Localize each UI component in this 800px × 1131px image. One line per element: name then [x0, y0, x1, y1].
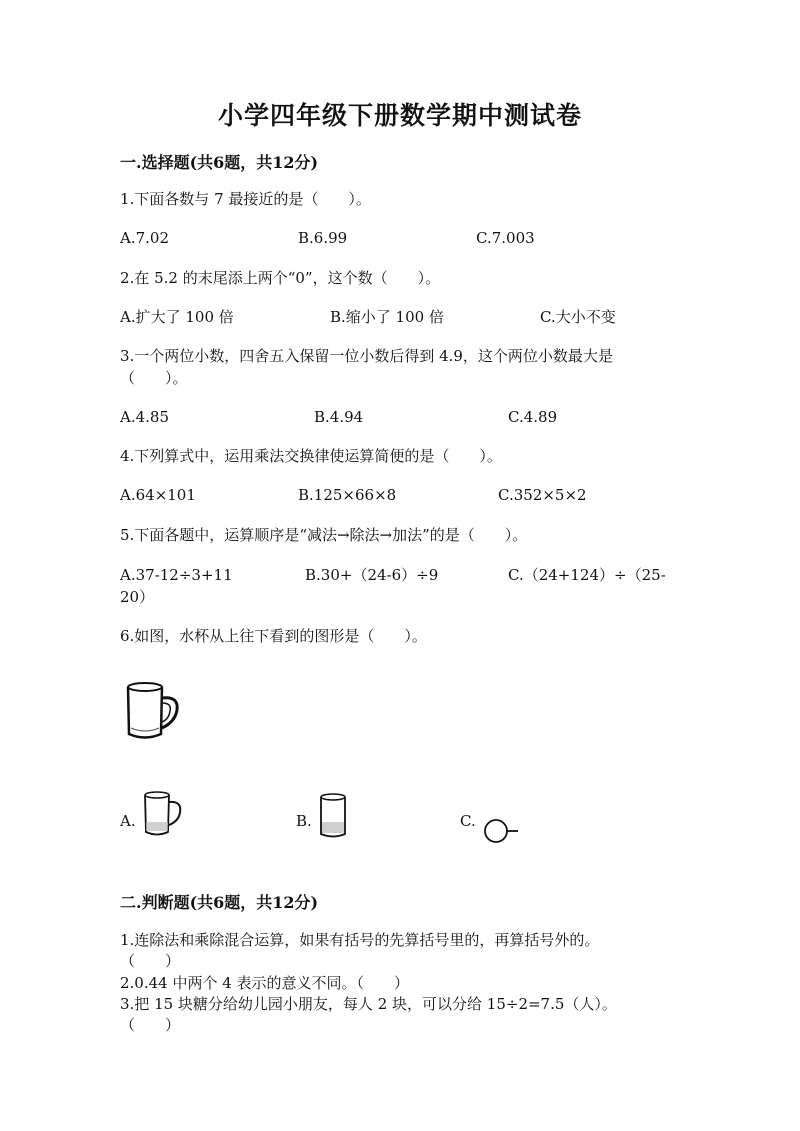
- q6-option-c-label: C.: [460, 812, 476, 830]
- question-1: 1.下面各数与 7 最接近的是（ ）。: [120, 190, 371, 208]
- section-heading-judgement: 二.判断题(共6题，共12分): [120, 893, 319, 912]
- q4-option-c: C.352×5×2: [498, 486, 587, 504]
- question-3-blank: （ ）。: [120, 369, 188, 387]
- q3-option-c: C.4.89: [508, 408, 558, 426]
- q2-option-b: B.缩小了 100 倍: [330, 308, 444, 326]
- q3-option-b: B.4.94: [314, 408, 364, 426]
- q4-option-b: B.125×66×8: [298, 486, 397, 504]
- judgement-question-2: 2.0.44 中两个 4 表示的意义不同。（ ）: [120, 974, 410, 992]
- circle-top-view-icon: [482, 815, 527, 850]
- q2-option-a: A.扩大了 100 倍: [120, 308, 234, 326]
- q5-option-a: A.37-12÷3+11: [120, 566, 233, 584]
- q2-option-c: C.大小不变: [540, 308, 616, 326]
- q6-option-a-label: A.: [120, 812, 136, 830]
- q5-option-c-wrap: 20）: [120, 588, 155, 606]
- section-heading-choice: 一.选择题(共6题，共12分): [120, 153, 319, 172]
- judgement-question-1: 1.连除法和乘除混合运算，如果有括号的先算括号里的，再算括号外的。: [120, 931, 600, 949]
- q1-option-b: B.6.99: [298, 229, 348, 247]
- question-6: 6.如图，水杯从上往下看到的图形是（ ）。: [120, 627, 427, 645]
- question-2: 2.在 5.2 的末尾添上两个“0”，这个数（ ）。: [120, 269, 441, 287]
- q5-option-c: C.（24+124）÷（25-: [508, 566, 666, 584]
- q1-option-a: A.7.02: [120, 229, 169, 247]
- page-title: 小学四年级下册数学期中测试卷: [217, 101, 582, 130]
- q6-option-b-label: B.: [296, 812, 312, 830]
- judgement-question-3-blank: （ ）: [120, 1016, 181, 1034]
- q4-option-a: A.64×101: [120, 486, 196, 504]
- mug-figure-icon: [125, 680, 185, 745]
- judgement-question-1-blank: （ ）: [120, 952, 181, 970]
- cylinder-front-view-icon: [318, 792, 358, 842]
- q5-option-b: B.30+（24-6）÷9: [305, 566, 439, 584]
- question-5: 5.下面各题中，运算顺序是“减法→除法→加法”的是（ ）。: [120, 526, 528, 544]
- q1-option-c: C.7.003: [476, 229, 535, 247]
- q3-option-a: A.4.85: [120, 408, 169, 426]
- judgement-question-3: 3.把 15 块糖分给幼儿园小朋友，每人 2 块，可以分给 15÷2=7.5（人）。: [120, 995, 617, 1013]
- question-3: 3.一个两位小数，四舍五入保留一位小数后得到 4.9，这个两位小数最大是: [120, 347, 613, 365]
- mug-side-view-icon: [142, 790, 187, 840]
- question-4: 4.下列算式中，运用乘法交换律使运算简便的是（ ）。: [120, 447, 502, 465]
